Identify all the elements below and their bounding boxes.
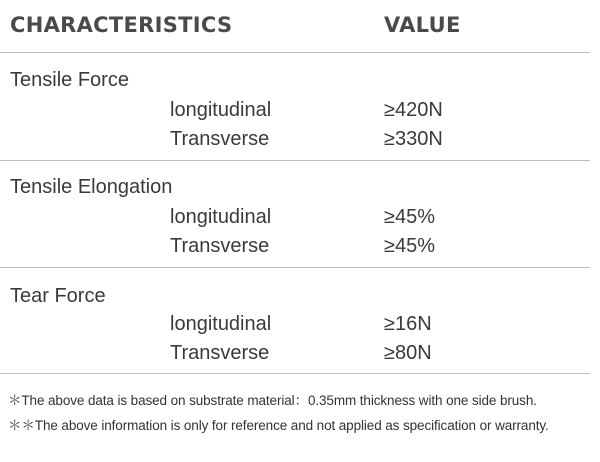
- row-label-longitudinal: longitudinal: [170, 206, 272, 228]
- row-value: ≥16N: [384, 313, 432, 335]
- row-value: ≥330N: [384, 128, 443, 150]
- value-heading: VALUE: [384, 13, 461, 37]
- table-header: [10, 13, 590, 43]
- row-value: ≥45%: [384, 206, 436, 228]
- section-title-tear-force: Tear Force: [10, 285, 106, 307]
- row-label-transverse: Transverse: [170, 342, 270, 364]
- divider: [0, 160, 590, 161]
- row-label-transverse: Transverse: [170, 235, 270, 257]
- divider: [0, 267, 590, 268]
- row-label-longitudinal: longitudinal: [170, 99, 272, 121]
- divider: [0, 373, 590, 374]
- row-value: ≥420N: [384, 99, 443, 121]
- row-value: ≥45%: [384, 235, 436, 257]
- footnote-substrate: ＊The above data is based on substrate material：0.35mm thickness with one side brush.: [8, 393, 537, 408]
- row-label-transverse: Transverse: [170, 128, 270, 150]
- row-label-longitudinal: longitudinal: [170, 313, 272, 335]
- section-title-tensile-elongation: Tensile Elongation: [10, 176, 173, 198]
- divider: [0, 52, 590, 53]
- characteristics-heading: CHARACTERISTICS: [10, 13, 233, 37]
- row-value: ≥80N: [384, 342, 432, 364]
- section-title-tensile-force: Tensile Force: [10, 69, 129, 91]
- footnote-disclaimer: ＊＊The above information is only for reference and not applied as specification or warranty.: [8, 418, 549, 433]
